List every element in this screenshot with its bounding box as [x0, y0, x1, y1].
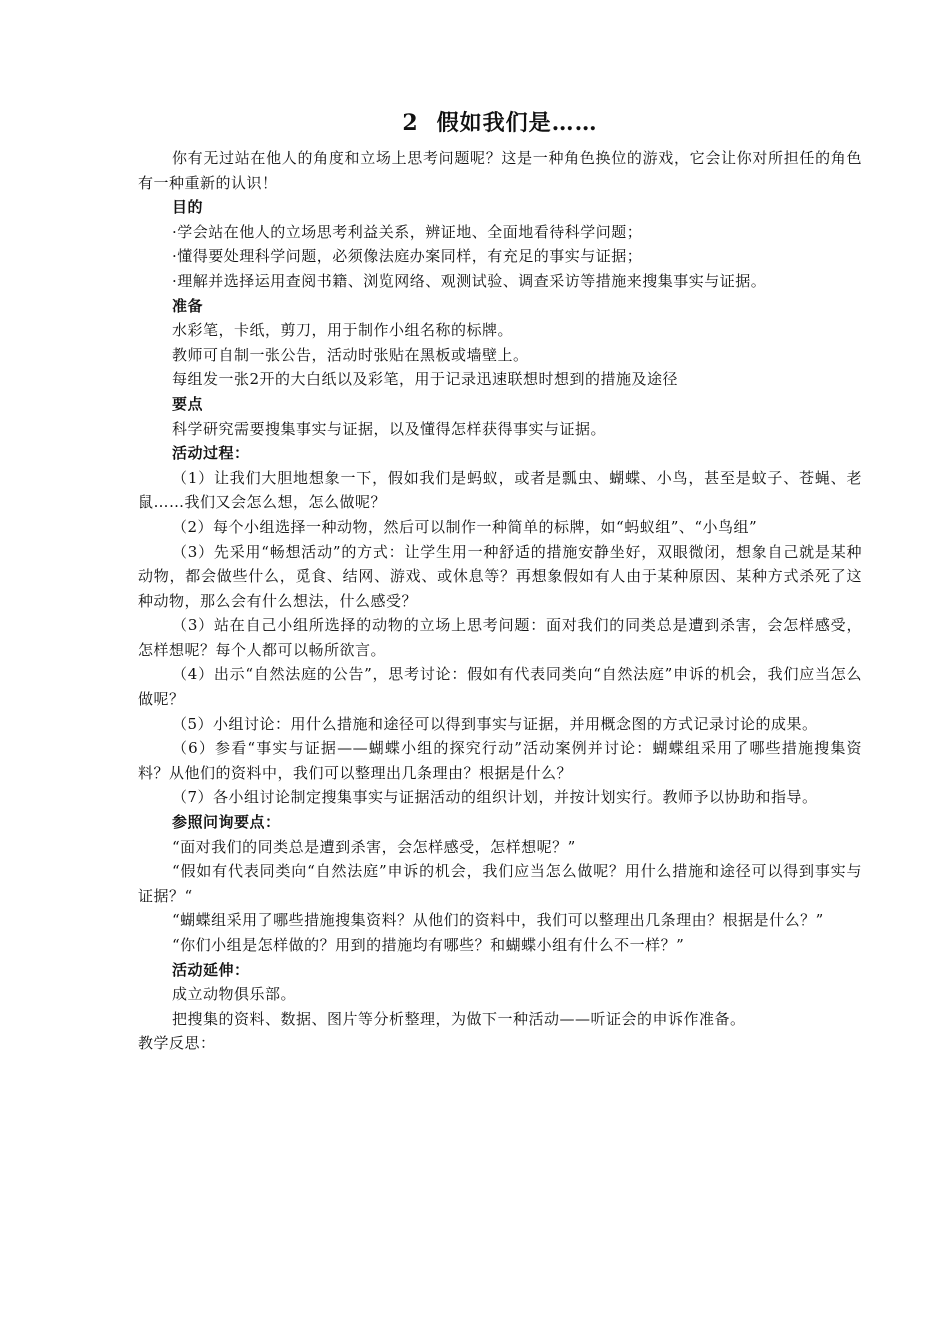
extension-item: 成立动物俱乐部。: [172, 985, 297, 1004]
process-step: （4）出示“自然法庭的公告”，思考讨论：假如有代表同类向“自然法庭”申诉的机会，我们应当怎么做呢？: [138, 665, 862, 709]
goal-item: ·学会站在他人的立场思考利益关系，辨证地、全面地看待科学问题；: [172, 222, 643, 241]
preparation-item: 教师可自制一张公告，活动时张贴在黑板或墙壁上。: [172, 345, 529, 364]
reference-question: “面对我们的同类总是遭到杀害，会怎样感受，怎样想呢？”: [172, 837, 576, 856]
goal-item: ·懂得要处理科学问题，必须像法庭办案同样，有充足的事实与证据；: [172, 247, 643, 266]
process-step: （7）各小组讨论制定搜集事实与证据活动的组织计划，并按计划实行。教师予以协助和指导。: [172, 788, 818, 807]
intro-paragraph: 你有无过站在他人的角度和立场上思考问题呢？这是一种角色换位的游戏，它会让你对所担任的角色有一种重新的认识！: [138, 149, 862, 192]
preparation-item: 每组发一张2开的大白纸以及彩笔，用于记录迅速联想时想到的措施及途径: [172, 370, 679, 389]
process-step: （3）站在自己小组所选择的动物的立场上思考问题：面对我们的同类总是遭到杀害，会怎样感受，怎样想呢？每个人都可以畅所欲言。: [138, 616, 862, 659]
key-point-item: 科学研究需要搜集事实与证据，以及懂得怎样获得事实与证据。: [172, 419, 607, 438]
teaching-reflection-label: 教学反思：: [138, 1034, 216, 1053]
process-step: （2）每个小组选择一种动物，然后可以制作一种简单的标牌，如“蚂蚁组”、“小鸟组”: [172, 517, 758, 536]
preparation-heading: 准备: [172, 296, 204, 315]
process-step: （6）参看“事实与证据——蝴蝶小组的探究行动”活动案例并讨论：蝴蝶组采用了哪些措施搜集资料？从他们的资料中，我们可以整理出几条理由？根据是什么？: [138, 739, 862, 782]
goals-heading: 目的: [172, 198, 204, 217]
preparation-item: 水彩笔，卡纸，剪刀，用于制作小组名称的标牌。: [172, 321, 514, 340]
title-text: 假如我们是……: [436, 110, 598, 136]
key-points-heading: 要点: [172, 394, 204, 413]
page-title: [138, 108, 862, 138]
process-step: （1）让我们大胆地想象一下，假如我们是蚂蚁，或者是瓢虫、蝴蝶、小鸟，甚至是蚊子、苍蝇、老鼠……我们又会怎么想，怎么做呢？: [138, 468, 862, 512]
reference-question: “你们小组是怎样做的？用到的措施均有哪些？和蝴蝶小组有什么不一样？”: [172, 936, 685, 954]
extension-heading: 活动延伸：: [172, 960, 250, 979]
title-number: 2: [402, 110, 419, 136]
extension-item: 把搜集的资料、数据、图片等分析整理，为做下一种活动——听证会的申诉作准备。: [172, 1009, 746, 1028]
reference-question: “假如有代表同类向“自然法庭”申诉的机会，我们应当怎么做呢？用什么措施和途径可以得到事实与证据？“: [138, 862, 862, 905]
reference-question: “蝴蝶组采用了哪些措施搜集资料？从他们的资料中，我们可以整理出几条理由？根据是什么？”: [172, 911, 824, 930]
process-heading: 活动过程：: [172, 444, 250, 463]
goal-item: ·理解并选择运用查阅书籍、浏览网络、观测试验、调查采访等措施来搜集事实与证据。: [172, 271, 767, 290]
document-page: [138, 108, 862, 1056]
process-step: （5）小组讨论：用什么措施和途径可以得到事实与证据，并用概念图的方式记录讨论的成果。: [172, 714, 818, 733]
reference-heading: 参照问询要点：: [172, 813, 281, 832]
process-step: （3）先采用“畅想活动”的方式：让学生用一种舒适的措施安静坐好，双眼微闭，想象自己就是某种动物，都会做些什么，觅食、结网、游戏、或休息等？再想象假如有人由于某种原因、某种方式杀死了这种动物，那么会有什么想法，什么感受？: [138, 542, 862, 610]
